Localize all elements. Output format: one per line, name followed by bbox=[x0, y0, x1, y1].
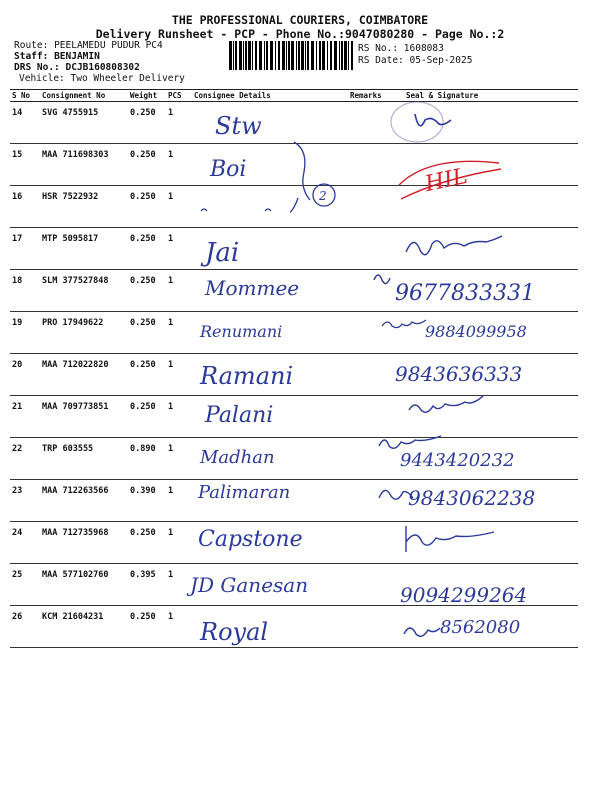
barcode-bar bbox=[275, 41, 276, 70]
pcs-cell: 1 bbox=[166, 606, 192, 648]
sno-cell: 21 bbox=[10, 396, 40, 438]
signature bbox=[400, 620, 442, 642]
handwritten-phone: 9884099958 bbox=[425, 322, 527, 341]
col-weight: Weight bbox=[128, 90, 166, 102]
barcode bbox=[229, 41, 353, 70]
handwritten-phone: 9843062238 bbox=[408, 486, 536, 510]
sno-cell: 15 bbox=[10, 144, 40, 186]
rs-date-value: 05-Sep-2025 bbox=[409, 55, 473, 66]
stamp-text: HIL bbox=[422, 163, 470, 198]
barcode-bar bbox=[344, 41, 347, 70]
pcs-cell: 1 bbox=[166, 228, 192, 270]
weight-cell: 0.250 bbox=[128, 312, 166, 354]
weight-cell: 0.250 bbox=[128, 396, 166, 438]
barcode-bar bbox=[316, 41, 317, 70]
signature bbox=[405, 396, 495, 420]
route-label: Route: bbox=[14, 40, 49, 51]
sno-cell: 26 bbox=[10, 606, 40, 648]
sno-cell: 19 bbox=[10, 312, 40, 354]
barcode-bar bbox=[282, 41, 285, 70]
handwritten-consignee: Madhan bbox=[200, 447, 275, 468]
barcode-bar bbox=[239, 41, 242, 70]
consignment-cell: MAA 709773851 bbox=[40, 396, 128, 438]
handwritten-consignee: Palimaran bbox=[198, 482, 291, 503]
weight-cell: 0.250 bbox=[128, 228, 166, 270]
drs-label: DRS No.: bbox=[14, 62, 60, 73]
pcs-cell: 1 bbox=[166, 102, 192, 144]
barcode-bar bbox=[266, 41, 268, 70]
signature bbox=[400, 522, 500, 554]
pcs-cell: 1 bbox=[166, 312, 192, 354]
bracket-mark bbox=[290, 140, 340, 220]
barcode-bar bbox=[339, 41, 340, 70]
consignment-cell: KCM 21604231 bbox=[40, 606, 128, 648]
barcode-bar bbox=[298, 41, 300, 70]
stamp-and-signature bbox=[385, 96, 465, 144]
consignment-cell: MAA 711698303 bbox=[40, 144, 128, 186]
runsheet-subtitle: Delivery Runsheet - PCP - Phone No.:9047080280 - Page No.:2 bbox=[95, 27, 505, 41]
weight-cell: 0.390 bbox=[128, 480, 166, 522]
weight-cell: 0.250 bbox=[128, 144, 166, 186]
staff-label: Staff: bbox=[14, 51, 49, 62]
barcode-bar bbox=[278, 41, 280, 70]
sno-cell: 23 bbox=[10, 480, 40, 522]
pcs-cell: 1 bbox=[166, 270, 192, 312]
weight-cell: 0.890 bbox=[128, 438, 166, 480]
sno-cell: 14 bbox=[10, 102, 40, 144]
consignment-cell: MAA 712022820 bbox=[40, 354, 128, 396]
rs-date-label: RS Date: bbox=[358, 55, 404, 66]
weight-cell: 0.250 bbox=[128, 186, 166, 228]
pcs-cell: 1 bbox=[166, 144, 192, 186]
handwritten-consignee: Capstone bbox=[198, 527, 303, 552]
handwritten-phone: 8562080 bbox=[440, 617, 521, 638]
handwritten-consignee: JD Ganesan bbox=[190, 573, 309, 597]
route-value: PEELAMEDU PUDUR PC4 bbox=[54, 40, 163, 51]
vehicle-value: Two Wheeler Delivery bbox=[70, 73, 185, 84]
drs-line bbox=[14, 62, 140, 73]
sno-cell: 20 bbox=[10, 354, 40, 396]
barcode-bar bbox=[334, 41, 337, 70]
drs-value: DCJB160808302 bbox=[65, 62, 140, 73]
barcode-bar bbox=[248, 41, 251, 70]
rs-no-value: 1608083 bbox=[403, 43, 444, 54]
rs-date-line bbox=[358, 55, 472, 66]
barcode-bar bbox=[270, 41, 273, 70]
pcs-cell: 1 bbox=[166, 564, 192, 606]
signature bbox=[370, 264, 396, 290]
barcode-bar bbox=[245, 41, 247, 70]
barcode-bar bbox=[229, 41, 232, 70]
barcode-bar bbox=[322, 41, 325, 70]
barcode-bar bbox=[341, 41, 343, 70]
consignment-cell: MAA 577102760 bbox=[40, 564, 128, 606]
barcode-bar bbox=[252, 41, 253, 70]
consignment-cell: PRO 17949622 bbox=[40, 312, 128, 354]
signature bbox=[375, 480, 415, 508]
barcode-bar bbox=[327, 41, 328, 70]
remarks-cell bbox=[348, 522, 404, 564]
handwritten-consignee: Mommee bbox=[205, 276, 300, 300]
signature bbox=[380, 316, 430, 334]
pcs-cell: 1 bbox=[166, 438, 192, 480]
handwritten-consignee: Boi bbox=[210, 157, 247, 182]
signature bbox=[400, 230, 510, 260]
route-line bbox=[14, 40, 163, 51]
barcode-bar bbox=[307, 41, 309, 70]
ditto-marks bbox=[195, 203, 285, 217]
handwritten-consignee: Palani bbox=[205, 403, 274, 428]
vehicle-label: Vehicle: bbox=[19, 73, 65, 84]
staff-value: BENJAMIN bbox=[54, 51, 100, 62]
sno-cell: 18 bbox=[10, 270, 40, 312]
handwritten-phone: 9094299264 bbox=[400, 583, 528, 607]
table-header-row bbox=[10, 90, 578, 102]
consignment-cell: SLM 377527848 bbox=[40, 270, 128, 312]
sno-cell: 24 bbox=[10, 522, 40, 564]
consignment-cell: MAA 712263566 bbox=[40, 480, 128, 522]
barcode-bar bbox=[330, 41, 332, 70]
barcode-bar bbox=[255, 41, 257, 70]
signature bbox=[375, 432, 445, 454]
barcode-bar bbox=[243, 41, 244, 70]
barcode-bar bbox=[301, 41, 304, 70]
barcode-bar bbox=[233, 41, 234, 70]
rs-no-label: RS No.: bbox=[358, 43, 399, 54]
pcs-cell: 1 bbox=[166, 396, 192, 438]
barcode-bar bbox=[259, 41, 262, 70]
handwritten-consignee: Jai bbox=[205, 238, 240, 268]
weight-cell: 0.250 bbox=[128, 102, 166, 144]
weight-cell: 0.395 bbox=[128, 564, 166, 606]
handwritten-phone: 9843636333 bbox=[395, 362, 523, 386]
weight-cell: 0.250 bbox=[128, 606, 166, 648]
pcs-cell: 1 bbox=[166, 522, 192, 564]
barcode-bar bbox=[291, 41, 294, 70]
barcode-bar bbox=[264, 41, 265, 70]
rs-no-line bbox=[358, 43, 444, 54]
pcs-cell: 1 bbox=[166, 480, 192, 522]
handwritten-phone: 9677833331 bbox=[395, 281, 535, 306]
consignment-cell: MTP 5095817 bbox=[40, 228, 128, 270]
barcode-bar bbox=[351, 41, 353, 70]
col-sno: S No bbox=[10, 90, 40, 102]
col-remarks: Remarks bbox=[348, 90, 404, 102]
svg-text:2: 2 bbox=[319, 189, 327, 203]
sno-cell: 16 bbox=[10, 186, 40, 228]
col-consignee: Consignee Details bbox=[192, 90, 348, 102]
barcode-bar bbox=[319, 41, 321, 70]
barcode-bar bbox=[296, 41, 297, 70]
table-row bbox=[10, 102, 578, 144]
handwritten-consignee: Ramani bbox=[200, 362, 294, 390]
barcode-bar bbox=[305, 41, 306, 70]
staff-line bbox=[14, 51, 100, 62]
handwritten-consignee: Stw bbox=[215, 112, 262, 140]
barcode-bar bbox=[235, 41, 237, 70]
remarks-cell bbox=[348, 606, 404, 648]
barcode-bar bbox=[311, 41, 314, 70]
consignment-cell: SVG 4755915 bbox=[40, 102, 128, 144]
sno-cell: 22 bbox=[10, 438, 40, 480]
handwritten-phone: 9443420232 bbox=[400, 450, 515, 471]
consignment-cell: MAA 712735968 bbox=[40, 522, 128, 564]
consignment-cell: TRP 603555 bbox=[40, 438, 128, 480]
barcode-bar bbox=[348, 41, 349, 70]
barcode-bar bbox=[288, 41, 290, 70]
col-consignment: Consignment No bbox=[40, 90, 128, 102]
weight-cell: 0.250 bbox=[128, 270, 166, 312]
sno-cell: 17 bbox=[10, 228, 40, 270]
handwritten-consignee: Royal bbox=[200, 618, 269, 646]
vehicle-line bbox=[19, 73, 185, 84]
sno-cell: 25 bbox=[10, 564, 40, 606]
barcode-bar bbox=[286, 41, 287, 70]
weight-cell: 0.250 bbox=[128, 522, 166, 564]
pcs-cell: 1 bbox=[166, 354, 192, 396]
remarks-cell bbox=[348, 564, 404, 606]
col-pcs: PCS bbox=[166, 90, 192, 102]
pcs-cell: 1 bbox=[166, 186, 192, 228]
col-signature: Seal & Signature bbox=[404, 90, 578, 102]
company-title: THE PROFESSIONAL COURIERS, COIMBATORE bbox=[171, 13, 429, 27]
consignment-cell: HSR 7522932 bbox=[40, 186, 128, 228]
weight-cell: 0.250 bbox=[128, 354, 166, 396]
handwritten-consignee: Renumani bbox=[200, 322, 283, 341]
